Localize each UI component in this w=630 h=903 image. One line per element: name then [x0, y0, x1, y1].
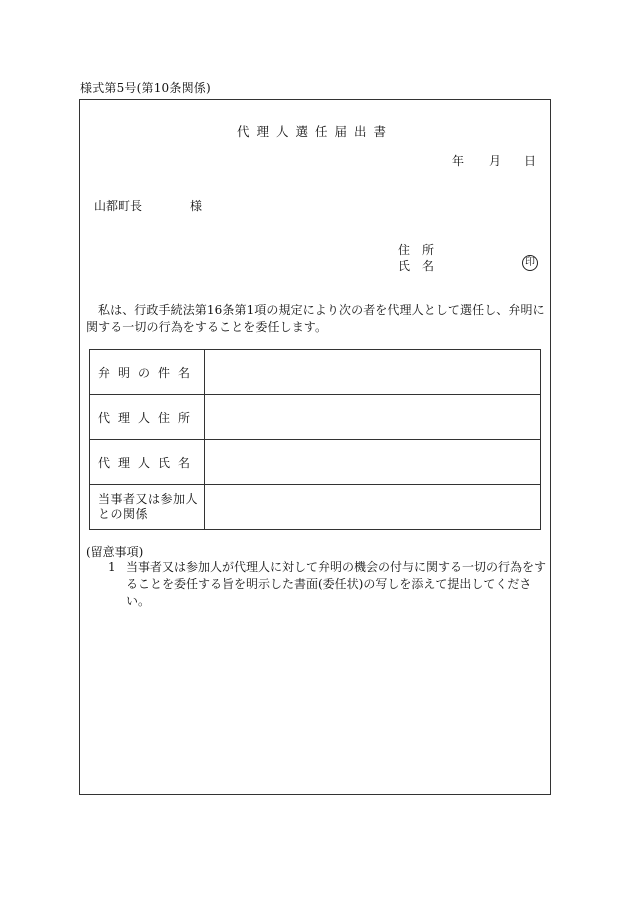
row-label-case-name: 弁明の件名 — [90, 350, 205, 395]
name-label-char-1: 氏 — [398, 259, 411, 273]
row-value-agent-address[interactable] — [204, 395, 540, 440]
document-title: 代理人選任届出書 — [236, 124, 393, 139]
addressee-name: 山都町長 — [94, 199, 143, 213]
note-number: 1 — [108, 560, 116, 574]
date-year-label: 年 — [452, 154, 465, 168]
note-item — [108, 559, 548, 610]
date-day-label: 日 — [524, 154, 537, 168]
row-label-relationship: 当事者又は参加人との関係 — [90, 485, 205, 530]
applicant-name-label — [398, 257, 446, 274]
row-value-agent-name[interactable] — [204, 440, 540, 485]
table-row — [90, 350, 541, 395]
row-value-case-name[interactable] — [204, 350, 540, 395]
address-label-char-2: 所 — [422, 243, 435, 257]
delegation-detail-table — [89, 349, 541, 530]
date-month-label: 月 — [489, 154, 502, 168]
name-label-char-2: 名 — [422, 259, 435, 273]
addressee-suffix: 様 — [190, 199, 203, 213]
table-row — [90, 395, 541, 440]
form-frame — [79, 99, 551, 795]
notes-heading: (留意事項) — [86, 545, 144, 559]
note-text: 当事者又は参加人が代理人に対して弁明の機会の付与に関する一切の行為をすることを委任する旨を明示した書面(委任状)の写しを添えて提出してください。 — [126, 560, 547, 608]
table-row — [90, 440, 541, 485]
seal-mark: 印 — [522, 255, 538, 271]
row-label-agent-name: 代理人氏名 — [90, 440, 205, 485]
applicant-address-label — [398, 241, 446, 258]
delegation-statement: 私は、行政手続法第16条第1項の規定により次の者を代理人として選任し、弁明に関する一切の行為をすることを委任します。 — [86, 303, 545, 334]
table-row — [90, 485, 541, 530]
row-value-relationship[interactable] — [204, 485, 540, 530]
row-label-agent-address: 代理人住所 — [90, 395, 205, 440]
form-number: 様式第5号(第10条関係) — [80, 81, 211, 95]
address-label-char-1: 住 — [398, 243, 411, 257]
